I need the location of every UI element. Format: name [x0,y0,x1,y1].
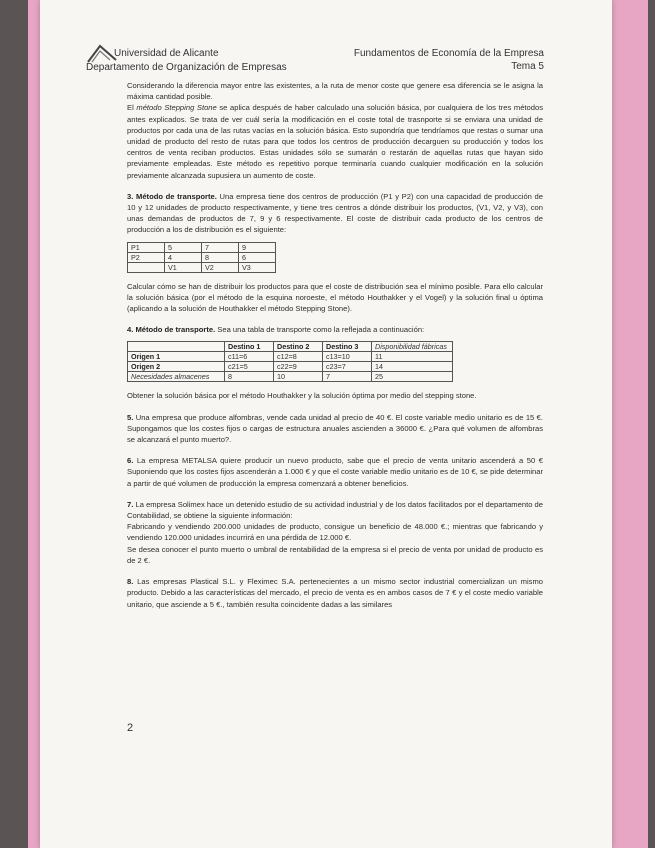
exercise-5: 5. Una empresa que produce alfombras, vende cada unidad al precio de 40 €. El coste variable medio unitario es de 15 €. Supongamos que los costes fijos o cargas de estructura anuales ascienden a 36000 €. ¿Para qué volumen de alfombras se alcanzará el punto muerto?. [127,412,543,445]
exercise-4-instructions: Obtener la solución básica por el método Houthakker y la solución óptima por medio del stepping stone. [127,391,477,401]
department-name: Departamento de Organización de Empresas [86,62,287,73]
tema-label: Tema 5 [511,61,544,72]
table-header-row: Destino 1 Destino 2 Destino 3 Disponibilidad fábricas [128,342,453,352]
transport-table-ex4 [127,341,453,382]
university-name: Universidad de Alicante [114,48,219,59]
table-row: Necesidades almacenes 8 10 7 25 [128,372,453,382]
page-number: 2 [127,722,134,734]
exercise-7-line-2: Se desea conocer el punto muerto o umbral de rentabilidad de la empresa si el precio de venta por unidad de producto es de 2 €. [127,544,543,565]
exercise-8: 8. Las empresas Plastical S.L. y Fleximec S.A. pertenecientes a un mismo sector industrial comercializan un mismo producto. Debido a las características del mercado, el precio de venta es en ambos casos de 7 € y el coste medio variable unitario, que asciende a 5 €., también resulta coincidente dadas a las similares [127,577,543,609]
table-row: V1 V2 V3 [128,262,276,272]
page-header [86,42,544,76]
exercise-6: 6. La empresa METALSA quiere producir un nuevo producto, sabe que el precio de venta unitario ascenderá a 50 € Suponiendo que los costes fijos ascenderán a 1.000 € y que el coste variable medio unitario es de 10 €, se pide determinar a partir de qué volumen de producción la empresa comenzará a obtener beneficios. [127,456,543,488]
exercise-3-instructions: Calcular cómo se han de distribuir los productos para que el coste de distribución sea el mínimo posible. Para ello calcular la solución básica (por el método de la esquina noroeste, el método Houthakker y el Vogel) y la solución final u óptima (aplicando a la solución de Houthakker el método Stepping Stone). [127,281,543,314]
intro-paragraph-1: Considerando la diferencia mayor entre las existentes, a la ruta de menor coste que genere esa diferencia se le asigna la máxima cantidad posible. [127,81,543,102]
table-row: Origen 2 c21=5 c22=9 c23=7 14 [128,362,453,372]
exercise-4: 4. Método de transporte. Sea una tabla de transporte como la reflejada a continuación: [127,325,425,335]
exercise-7-line-1: Fabricando y vendiendo 200.000 unidades de producto, consigue un beneficio de 48.000 €.; mientras que fabricando y vendiendo 120.000 unidades incurrirá en una pérdida de 12.000 €. [127,522,543,543]
table-row: P2 4 8 6 [128,252,276,262]
exercise-3: 3. Método de transporte. Una empresa tiene dos centros de producción (P1 y P2) con una capacidad de producción de 10 y 12 unidades de producto respectivamente, y tiene tres centros a dónde distribuir los productos, (V1, V2, y V3), con unas demandas de productos de 7, 9 y 6 respectivamente. El coste de distribuir cada producto de los centros de producción a los de distribución es el siguiente: [127,191,543,235]
course-title: Fundamentos de Economía de la Empresa [353,48,544,59]
table-row: P1 5 7 9 [128,242,276,252]
document-body [127,80,543,610]
exercise-7: 7. La empresa Solimex hace un detenido estudio de su actividad industrial y de los datos facilitados por el departamento de Contabilidad, se obtiene la siguiente información: [127,499,543,521]
table-row: Origen 1 c11=6 c12=8 c13=10 11 [128,352,453,362]
intro-paragraph-2: El método Stepping Stone se aplica después de haber calculado una solución básica, por cualquiera de los tres métodos antes explicados. Se trata de ver cuál sería la modificación en el coste total de trasnporte si se enviara una unidad de productos por cada una de las rutas vacías en la solución básica. Esto supondría que tendríamos que restas o sumar una unidad de producto del resto de rutas para que todos los centros de producción decarguen su producción y todos los centros de venta reciban productos. Estas unidades sólo se sumarán o restarán de aquellas rutas que hayan sido previamente empleadas. Este método es repetitivo porque terminaría cuando cualquier modificación en la solución previamente alcanzada supusiera un aumento de coste. [127,103,543,180]
cost-table-ex3 [127,242,276,273]
